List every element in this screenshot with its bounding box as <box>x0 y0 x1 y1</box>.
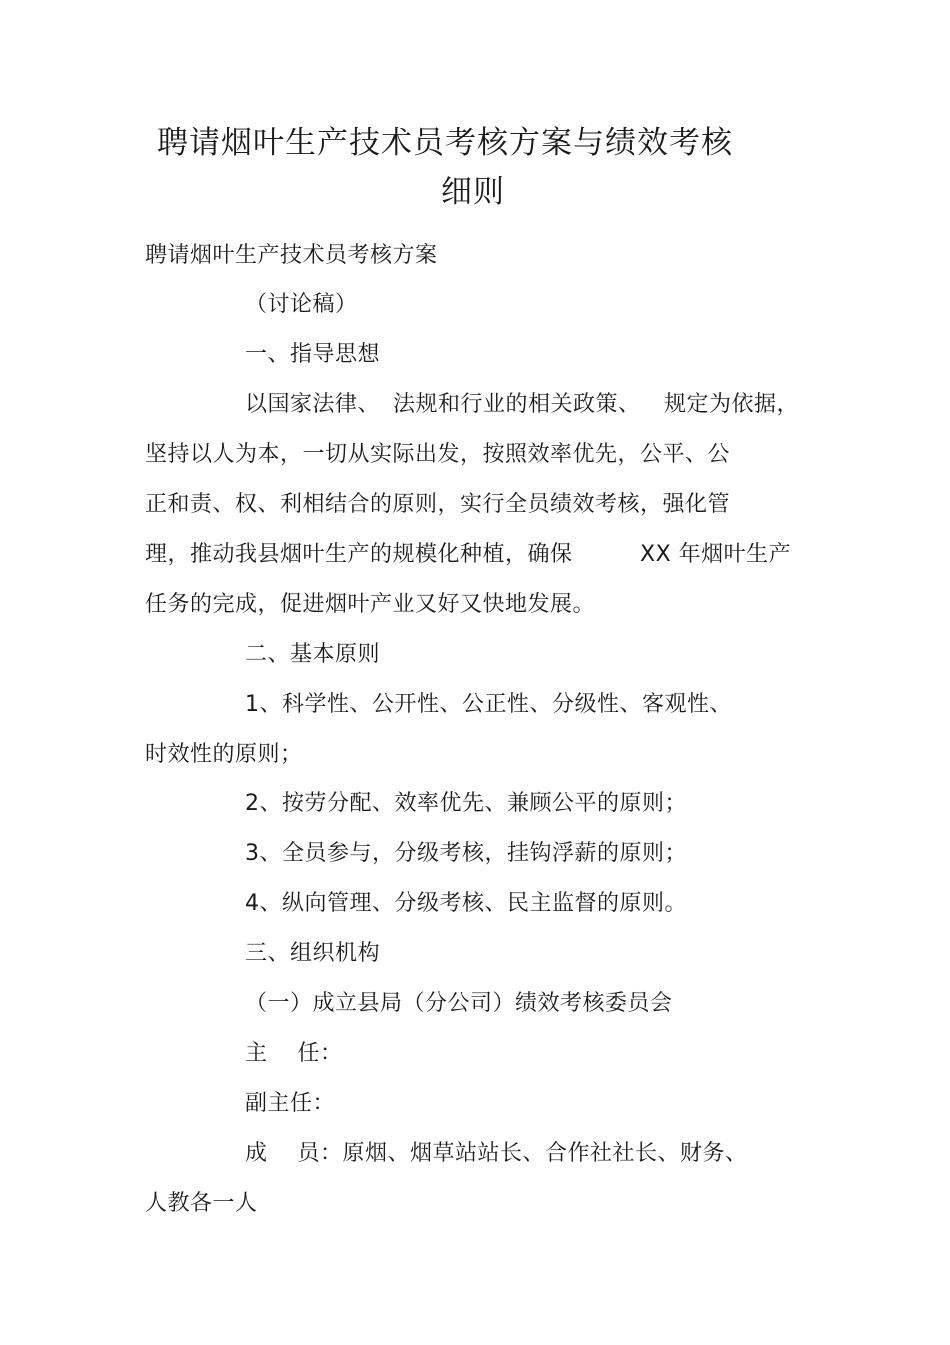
vice-director-label: 副主任： <box>245 1091 336 1116</box>
section1-line1-b: 法规和行业的相关政策、 <box>393 392 641 417</box>
principle-4: 4、纵向管理、分级考核、民主监督的原则。 <box>245 891 687 916</box>
committee-heading: （一）成立县局（分公司）绩效考核委员会 <box>245 991 673 1016</box>
document-title-line1: 聘请烟叶生产技术员考核方案与绩效考核 <box>157 125 733 161</box>
section1-line4-b: XX 年烟叶生产 <box>640 542 792 567</box>
members-line2: 人教各一人 <box>145 1191 258 1216</box>
section1-line3: 正和责、权、利相结合的原则，实行全员绩效考核，强化管 <box>145 492 731 517</box>
principle-1-line1: 1、科学性、公开性、公正性、分级性、客观性、 <box>245 692 732 717</box>
section-heading-3: 三、组织机构 <box>245 941 381 966</box>
director-label: 主 任： <box>245 1041 343 1066</box>
section1-line5: 任务的完成，促进烟叶产业又好又快地发展。 <box>145 592 596 617</box>
principle-1-line2: 时效性的原则； <box>145 742 303 767</box>
section1-line2: 坚持以人为本，一切从实际出发，按照效率优先，公平、公 <box>145 442 731 467</box>
document-title-line2: 细则 <box>441 174 505 210</box>
subtitle: 聘请烟叶生产技术员考核方案 <box>145 243 438 268</box>
principle-2: 2、按劳分配、效率优先、兼顾公平的原则； <box>245 791 687 816</box>
section1-line4-a: 理，推动我县烟叶生产的规模化种植，确保 <box>145 542 573 567</box>
principle-3: 3、全员参与，分级考核，挂钩浮薪的原则； <box>245 841 687 866</box>
section-heading-1: 一、指导思想 <box>245 342 381 367</box>
members-line1: 成 员：原烟、烟草站站长、合作社社长、财务、 <box>245 1141 748 1166</box>
draft-note: （讨论稿） <box>245 292 358 317</box>
section1-line1-c: 规定为依据， <box>664 392 800 417</box>
section1-line1-a: 以国家法律、 <box>245 392 381 417</box>
section-heading-2: 二、基本原则 <box>245 642 381 667</box>
